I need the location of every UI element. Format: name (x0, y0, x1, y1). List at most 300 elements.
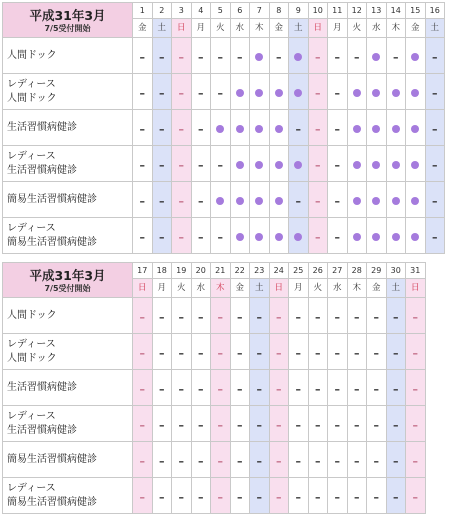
unavailable-dash: – (178, 87, 184, 100)
availability-cell[interactable] (289, 218, 309, 254)
course-row (3, 218, 445, 254)
unavailable-dash: – (256, 383, 262, 396)
unavailable-cell (386, 298, 406, 334)
available-dot-icon[interactable] (353, 125, 361, 133)
unavailable-dash: – (315, 455, 321, 468)
availability-cell[interactable] (386, 182, 406, 218)
unavailable-cell (230, 478, 250, 514)
day-number: 29 (367, 263, 387, 279)
unavailable-cell (133, 406, 153, 442)
course-row (3, 478, 426, 514)
course-label: レディース 生活習慣病健診 (3, 406, 133, 442)
unavailable-dash: – (178, 383, 184, 396)
unavailable-cell (425, 38, 445, 74)
unavailable-cell (152, 74, 172, 110)
availability-cell[interactable] (250, 38, 270, 74)
weekday-label: 日 (172, 19, 192, 38)
unavailable-cell (152, 334, 172, 370)
unavailable-cell (211, 478, 231, 514)
unavailable-dash: – (295, 347, 301, 360)
available-dot-icon[interactable] (255, 233, 263, 241)
unavailable-cell (328, 182, 348, 218)
unavailable-cell (230, 406, 250, 442)
available-dot-icon[interactable] (372, 197, 380, 205)
availability-cell[interactable] (230, 74, 250, 110)
day-number: 25 (289, 263, 309, 279)
weekday-label: 金 (269, 19, 289, 38)
availability-cell[interactable] (269, 74, 289, 110)
weekday-label: 金 (133, 19, 153, 38)
unavailable-dash: – (295, 195, 301, 208)
available-dot-icon[interactable] (392, 125, 400, 133)
unavailable-dash: – (237, 347, 243, 360)
unavailable-cell (172, 110, 192, 146)
unavailable-cell (328, 38, 348, 74)
day-number: 21 (211, 263, 231, 279)
available-dot-icon[interactable] (294, 161, 302, 169)
weekday-label: 水 (191, 279, 211, 298)
unavailable-dash: – (315, 491, 321, 504)
available-dot-icon[interactable] (353, 161, 361, 169)
unavailable-dash: – (393, 347, 399, 360)
available-dot-icon[interactable] (275, 197, 283, 205)
day-number: 26 (308, 263, 328, 279)
available-dot-icon[interactable] (411, 233, 419, 241)
unavailable-dash: – (198, 87, 204, 100)
month-header (3, 3, 133, 38)
unavailable-dash: – (217, 51, 223, 64)
unavailable-cell (406, 298, 426, 334)
unavailable-dash: – (217, 347, 223, 360)
available-dot-icon[interactable] (392, 197, 400, 205)
available-dot-icon[interactable] (392, 161, 400, 169)
unavailable-cell (386, 370, 406, 406)
weekday-label: 木 (211, 279, 231, 298)
unavailable-dash: – (237, 51, 243, 64)
availability-cell[interactable] (250, 110, 270, 146)
available-dot-icon[interactable] (372, 233, 380, 241)
day-number: 2 (152, 3, 172, 19)
course-label: レディース 生活習慣病健診 (3, 146, 133, 182)
availability-cell[interactable] (230, 218, 250, 254)
unavailable-dash: – (159, 87, 165, 100)
day-number: 15 (406, 3, 426, 19)
unavailable-dash: – (373, 455, 379, 468)
unavailable-dash: – (159, 159, 165, 172)
unavailable-cell (328, 298, 348, 334)
weekday-label: 水 (367, 19, 387, 38)
unavailable-cell (347, 370, 367, 406)
unavailable-dash: – (237, 383, 243, 396)
unavailable-dash: – (256, 347, 262, 360)
unavailable-dash: – (315, 347, 321, 360)
unavailable-cell (133, 110, 153, 146)
unavailable-cell (406, 406, 426, 442)
available-dot-icon[interactable] (353, 233, 361, 241)
unavailable-dash: – (159, 195, 165, 208)
unavailable-cell (308, 442, 328, 478)
course-label: レディース 簡易生活習慣病健診 (3, 218, 133, 254)
availability-cell[interactable] (347, 74, 367, 110)
unavailable-cell (289, 334, 309, 370)
unavailable-dash: – (217, 383, 223, 396)
unavailable-cell (269, 406, 289, 442)
day-number: 17 (133, 263, 153, 279)
available-dot-icon[interactable] (236, 197, 244, 205)
unavailable-cell (152, 146, 172, 182)
availability-cell[interactable] (289, 146, 309, 182)
available-dot-icon[interactable] (411, 53, 419, 61)
availability-cell[interactable] (269, 110, 289, 146)
availability-cell[interactable] (289, 74, 309, 110)
unavailable-dash: – (159, 455, 165, 468)
available-dot-icon[interactable] (275, 233, 283, 241)
day-number: 23 (250, 263, 270, 279)
unavailable-cell (347, 334, 367, 370)
unavailable-dash: – (159, 419, 165, 432)
unavailable-dash: – (139, 231, 145, 244)
unavailable-dash: – (432, 159, 438, 172)
available-dot-icon[interactable] (411, 197, 419, 205)
unavailable-cell (152, 38, 172, 74)
unavailable-dash: – (276, 347, 282, 360)
unavailable-dash: – (334, 455, 340, 468)
weekday-label: 月 (191, 19, 211, 38)
unavailable-cell (250, 334, 270, 370)
available-dot-icon[interactable] (353, 197, 361, 205)
unavailable-dash: – (139, 419, 145, 432)
unavailable-dash: – (334, 419, 340, 432)
availability-cell[interactable] (211, 110, 231, 146)
unavailable-cell (328, 74, 348, 110)
unavailable-cell (250, 406, 270, 442)
unavailable-cell (133, 334, 153, 370)
unavailable-dash: – (178, 123, 184, 136)
day-number: 7 (250, 3, 270, 19)
available-dot-icon[interactable] (411, 89, 419, 97)
unavailable-dash: – (373, 347, 379, 360)
unavailable-cell (191, 478, 211, 514)
availability-cell[interactable] (367, 218, 387, 254)
weekday-label: 月 (328, 19, 348, 38)
available-dot-icon[interactable] (255, 197, 263, 205)
availability-cell[interactable] (250, 182, 270, 218)
unavailable-cell (250, 298, 270, 334)
availability-cell[interactable] (250, 74, 270, 110)
unavailable-cell (289, 442, 309, 478)
course-row (3, 442, 426, 478)
unavailable-dash: – (178, 419, 184, 432)
day-number: 18 (152, 263, 172, 279)
unavailable-dash: – (159, 123, 165, 136)
availability-cell[interactable] (386, 146, 406, 182)
weekday-label: 月 (289, 279, 309, 298)
weekday-label: 木 (386, 19, 406, 38)
day-number: 3 (172, 3, 192, 19)
availability-cell[interactable] (406, 182, 426, 218)
available-dot-icon[interactable] (255, 89, 263, 97)
unavailable-cell (172, 334, 192, 370)
unavailable-dash: – (198, 347, 204, 360)
unavailable-dash: – (139, 159, 145, 172)
available-dot-icon[interactable] (236, 89, 244, 97)
unavailable-cell (152, 442, 172, 478)
day-number: 13 (367, 3, 387, 19)
unavailable-cell (328, 146, 348, 182)
unavailable-cell (172, 74, 192, 110)
unavailable-dash: – (334, 383, 340, 396)
availability-cell[interactable] (367, 182, 387, 218)
availability-cell[interactable] (230, 146, 250, 182)
unavailable-cell (191, 218, 211, 254)
unavailable-cell (308, 406, 328, 442)
unavailable-dash: – (217, 159, 223, 172)
availability-cell[interactable] (347, 182, 367, 218)
unavailable-cell (230, 298, 250, 334)
unavailable-dash: – (198, 455, 204, 468)
available-dot-icon[interactable] (255, 161, 263, 169)
unavailable-dash: – (159, 231, 165, 244)
unavailable-dash: – (412, 383, 418, 396)
available-dot-icon[interactable] (353, 89, 361, 97)
availability-cell[interactable] (386, 218, 406, 254)
weekday-label: 金 (230, 279, 250, 298)
course-row (3, 146, 445, 182)
course-label: 簡易生活習慣病健診 (3, 182, 133, 218)
weekday-label: 土 (152, 19, 172, 38)
day-number: 30 (386, 263, 406, 279)
availability-cell[interactable] (367, 38, 387, 74)
unavailable-dash: – (354, 311, 360, 324)
weekday-label: 木 (347, 279, 367, 298)
unavailable-dash: – (412, 491, 418, 504)
day-number: 1 (133, 3, 153, 19)
availability-cell[interactable] (269, 218, 289, 254)
available-dot-icon[interactable] (294, 53, 302, 61)
unavailable-dash: – (178, 51, 184, 64)
unavailable-cell (367, 478, 387, 514)
unavailable-cell (211, 406, 231, 442)
weekday-label: 金 (406, 19, 426, 38)
day-number: 9 (289, 3, 309, 19)
unavailable-dash: – (412, 347, 418, 360)
unavailable-dash: – (412, 311, 418, 324)
day-number: 4 (191, 3, 211, 19)
unavailable-dash: – (198, 195, 204, 208)
day-number: 14 (386, 3, 406, 19)
unavailable-cell (367, 406, 387, 442)
available-dot-icon[interactable] (411, 125, 419, 133)
unavailable-dash: – (315, 159, 321, 172)
unavailable-cell (191, 334, 211, 370)
unavailable-dash: – (315, 123, 321, 136)
availability-cell[interactable] (250, 146, 270, 182)
unavailable-dash: – (354, 51, 360, 64)
weekday-label: 土 (425, 19, 445, 38)
availability-cell[interactable] (386, 74, 406, 110)
unavailable-dash: – (276, 383, 282, 396)
availability-cell[interactable] (250, 218, 270, 254)
availability-cell[interactable] (367, 74, 387, 110)
unavailable-cell (152, 218, 172, 254)
unavailable-dash: – (393, 491, 399, 504)
available-dot-icon[interactable] (372, 53, 380, 61)
weekday-label: 日 (133, 279, 153, 298)
unavailable-dash: – (334, 231, 340, 244)
unavailable-dash: – (393, 51, 399, 64)
unavailable-dash: – (237, 491, 243, 504)
unavailable-cell (191, 146, 211, 182)
availability-cell[interactable] (406, 74, 426, 110)
unavailable-dash: – (159, 347, 165, 360)
available-dot-icon[interactable] (392, 89, 400, 97)
unavailable-cell (172, 442, 192, 478)
unavailable-dash: – (373, 419, 379, 432)
unavailable-dash: – (354, 383, 360, 396)
availability-cell[interactable] (347, 218, 367, 254)
available-dot-icon[interactable] (236, 161, 244, 169)
unavailable-dash: – (315, 87, 321, 100)
available-dot-icon[interactable] (392, 233, 400, 241)
available-dot-icon[interactable] (255, 53, 263, 61)
day-number: 19 (172, 263, 192, 279)
availability-cell[interactable] (347, 110, 367, 146)
unavailable-cell (133, 38, 153, 74)
unavailable-dash: – (276, 311, 282, 324)
course-label: レディース 人間ドック (3, 74, 133, 110)
unavailable-cell (211, 38, 231, 74)
availability-cell[interactable] (347, 146, 367, 182)
availability-cell[interactable] (406, 38, 426, 74)
unavailable-dash: – (315, 195, 321, 208)
unavailable-cell (308, 38, 328, 74)
unavailable-cell (308, 478, 328, 514)
unavailable-cell (425, 146, 445, 182)
available-dot-icon[interactable] (275, 125, 283, 133)
unavailable-dash: – (315, 51, 321, 64)
unavailable-cell (152, 478, 172, 514)
availability-cell[interactable] (406, 218, 426, 254)
availability-cell[interactable] (289, 38, 309, 74)
availability-cell[interactable] (406, 110, 426, 146)
unavailable-cell (425, 218, 445, 254)
availability-cell[interactable] (211, 182, 231, 218)
available-dot-icon[interactable] (372, 161, 380, 169)
unavailable-dash: – (139, 311, 145, 324)
unavailable-dash: – (198, 491, 204, 504)
course-label: レディース 人間ドック (3, 334, 133, 370)
reception-start-label: 7/5受付開始 (44, 23, 91, 33)
unavailable-dash: – (334, 311, 340, 324)
calendar-table-1 (2, 2, 445, 254)
available-dot-icon[interactable] (294, 233, 302, 241)
unavailable-dash: – (139, 455, 145, 468)
weekday-label: 日 (269, 279, 289, 298)
unavailable-cell (289, 370, 309, 406)
unavailable-dash: – (295, 419, 301, 432)
available-dot-icon[interactable] (236, 233, 244, 241)
available-dot-icon[interactable] (275, 161, 283, 169)
unavailable-cell (347, 442, 367, 478)
day-number: 16 (425, 3, 445, 19)
unavailable-dash: – (198, 231, 204, 244)
unavailable-cell (211, 146, 231, 182)
unavailable-cell (250, 370, 270, 406)
availability-cell[interactable] (386, 110, 406, 146)
unavailable-cell (191, 406, 211, 442)
weekday-label: 火 (172, 279, 192, 298)
availability-cell[interactable] (367, 110, 387, 146)
availability-cell[interactable] (406, 146, 426, 182)
unavailable-cell (406, 442, 426, 478)
unavailable-cell (211, 218, 231, 254)
available-dot-icon[interactable] (275, 89, 283, 97)
availability-cell[interactable] (230, 182, 250, 218)
course-row (3, 182, 445, 218)
weekday-label: 土 (250, 279, 270, 298)
unavailable-dash: – (412, 455, 418, 468)
unavailable-dash: – (334, 87, 340, 100)
unavailable-dash: – (412, 419, 418, 432)
unavailable-cell (328, 110, 348, 146)
availability-cell[interactable] (269, 182, 289, 218)
unavailable-dash: – (178, 491, 184, 504)
unavailable-dash: – (334, 123, 340, 136)
available-dot-icon[interactable] (255, 125, 263, 133)
availability-cell[interactable] (230, 110, 250, 146)
unavailable-cell (172, 406, 192, 442)
availability-cell[interactable] (367, 146, 387, 182)
unavailable-cell (230, 334, 250, 370)
available-dot-icon[interactable] (236, 125, 244, 133)
unavailable-dash: – (237, 455, 243, 468)
unavailable-dash: – (295, 455, 301, 468)
weekday-label: 火 (308, 279, 328, 298)
unavailable-dash: – (217, 87, 223, 100)
unavailable-dash: – (295, 311, 301, 324)
unavailable-dash: – (139, 123, 145, 136)
available-dot-icon[interactable] (411, 161, 419, 169)
unavailable-cell (133, 182, 153, 218)
unavailable-cell (152, 298, 172, 334)
unavailable-cell (211, 442, 231, 478)
available-dot-icon[interactable] (372, 125, 380, 133)
unavailable-cell (308, 110, 328, 146)
unavailable-dash: – (159, 51, 165, 64)
availability-cell[interactable] (269, 146, 289, 182)
unavailable-dash: – (256, 419, 262, 432)
unavailable-dash: – (276, 455, 282, 468)
available-dot-icon[interactable] (216, 125, 224, 133)
unavailable-dash: – (334, 51, 340, 64)
unavailable-dash: – (217, 311, 223, 324)
day-number: 24 (269, 263, 289, 279)
available-dot-icon[interactable] (294, 89, 302, 97)
available-dot-icon[interactable] (372, 89, 380, 97)
available-dot-icon[interactable] (216, 197, 224, 205)
weekday-label: 金 (367, 279, 387, 298)
unavailable-dash: – (139, 195, 145, 208)
unavailable-cell (211, 370, 231, 406)
unavailable-cell (152, 370, 172, 406)
unavailable-cell (230, 38, 250, 74)
unavailable-dash: – (217, 419, 223, 432)
unavailable-cell (328, 370, 348, 406)
unavailable-cell (367, 370, 387, 406)
day-number: 6 (230, 3, 250, 19)
course-row (3, 38, 445, 74)
month-title: 平成31年3月 (29, 267, 106, 283)
